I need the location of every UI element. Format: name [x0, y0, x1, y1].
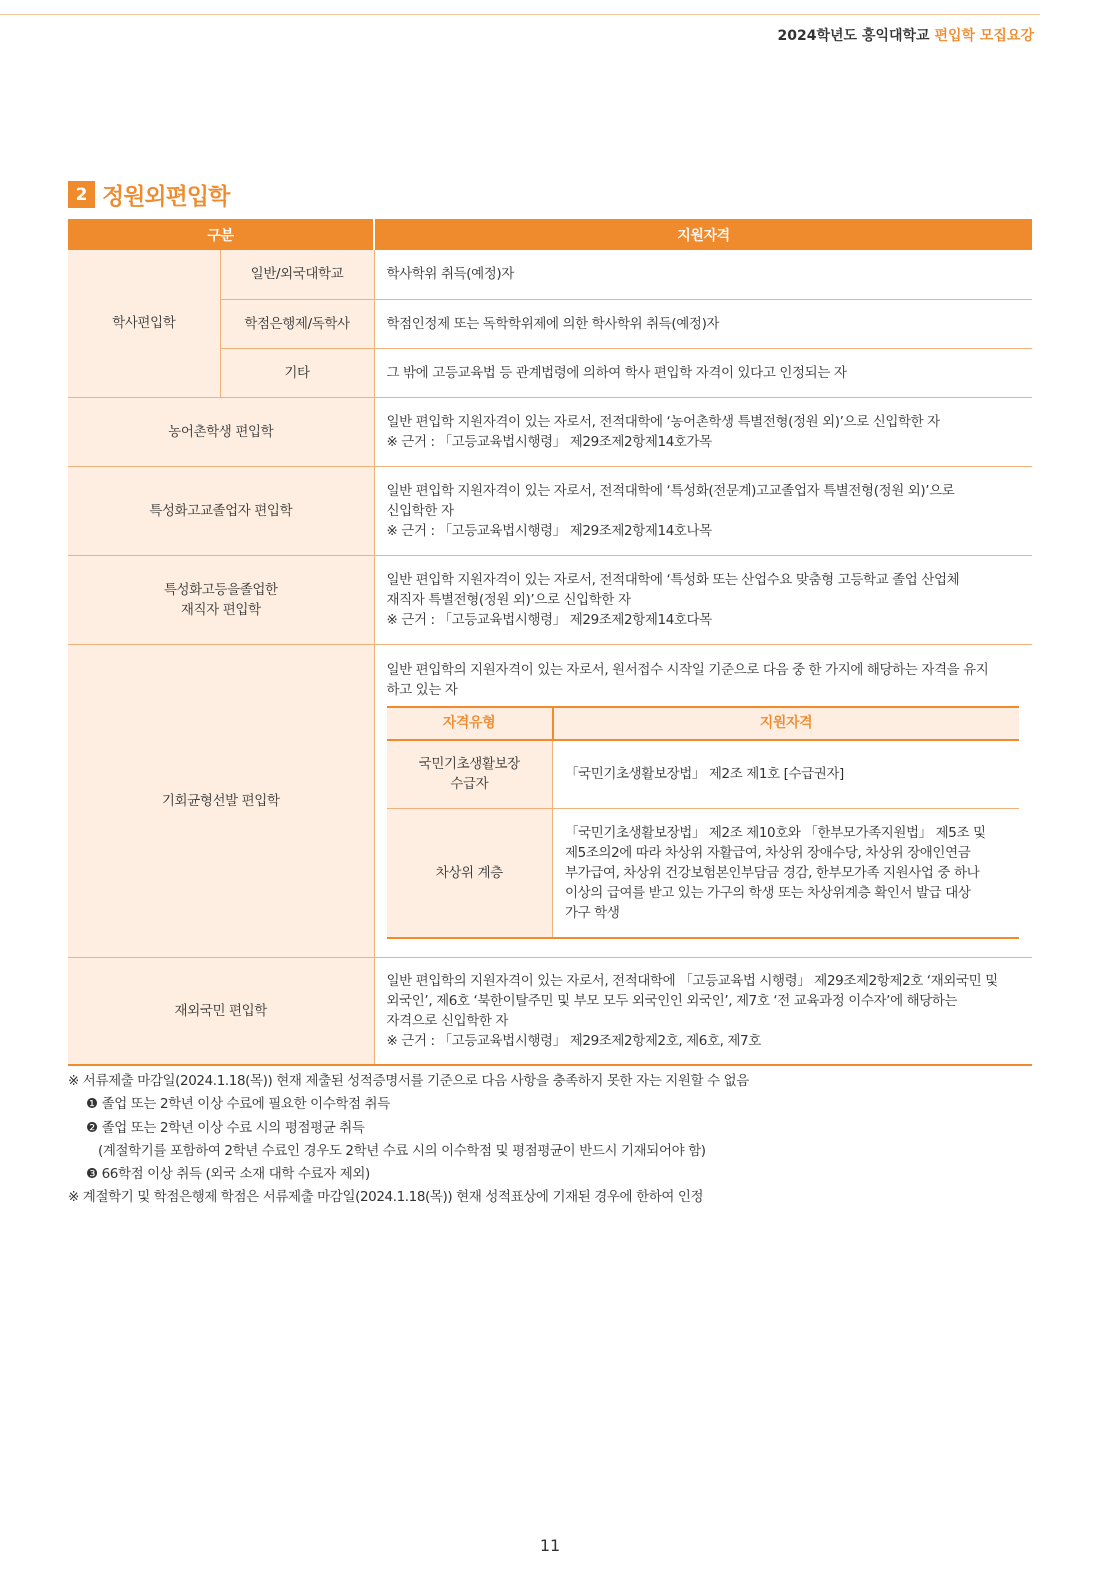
category-line: 특성화고등을졸업한	[163, 581, 278, 598]
equal-opportunity-qualification	[374, 644, 1032, 957]
header-prefix: 2024학년도 홍익대학교	[777, 28, 935, 44]
table-row	[68, 644, 1032, 957]
section-number-badge: 2	[68, 181, 95, 208]
qualification-line: 가구 학생	[565, 904, 620, 921]
qualification-line: 제5조의2에 따라 차상위 자활급여, 차상위 장애수당, 차상위 장애인연금	[565, 844, 971, 861]
nested-header-row	[387, 707, 1019, 740]
nested-qualification-near-poverty	[553, 809, 1019, 938]
table-row	[68, 466, 1032, 555]
note-line: ❶ 졸업 또는 2학년 이상 수료에 필요한 이수학점 취득	[86, 1096, 390, 1113]
bachelor-sub-general: 일반/외국대학교	[220, 250, 374, 299]
qualification-line: 신입학한 자	[386, 502, 454, 519]
qualification-line: 재직자 특별전형(정원 외)’으로 신입학한 자	[386, 591, 631, 608]
equal-opportunity-category: 기회균형선발 편입학	[68, 644, 374, 957]
qualification-line: 「국민기초생활보장법」 제2조 제10호와 「한부모가족지원법」 제5조 및	[565, 824, 986, 841]
qualification-line: 일반 편입학 지원자격이 있는 자로서, 전적대학에 ‘특성화 또는 산업수요 맞춤형 고등학교 졸업 산업체	[386, 571, 960, 588]
qualification-line: 일반 편입학 지원자격이 있는 자로서, 전적대학에 ‘농어촌학생 특별전형(정원 외)’으로 신입학한 자	[386, 413, 940, 430]
running-header	[778, 25, 1034, 45]
table-row	[68, 250, 1032, 299]
table-row	[68, 397, 1032, 466]
qualification-line: 일반 편입학 지원자격이 있는 자로서, 전적대학에 ‘특성화(전문계)고교졸업자 특별전형(정원 외)’으로	[386, 482, 955, 499]
nested-qualification-basic-livelihood: 「국민기초생활보장법」 제2조 제1호 [수급권자]	[553, 740, 1019, 809]
qualification-line: 외국인’, 제6호 ‘북한이탈주민 및 부모 모두 외국인인 외국인’, 제7호 ‘전 교육과정 이수자’에 해당하는	[386, 992, 958, 1009]
table-row	[68, 555, 1032, 644]
notes	[68, 1070, 749, 1210]
bachelor-sub-credit-bank: 학점은행제/독학사	[220, 299, 374, 348]
nested-type-basic-livelihood	[387, 740, 553, 809]
type-line: 국민기초생활보장	[418, 756, 520, 773]
nested-type-near-poverty: 차상위 계층	[387, 809, 553, 938]
overseas-qualification	[374, 957, 1032, 1065]
qualification-line: 부가급여, 차상위 건강보험본인부담금 경감, 한부모가족 지원사업 중 하나	[565, 864, 980, 881]
nested-row	[387, 809, 1019, 938]
bachelor-text-general: 학사학위 취득(예정)자	[374, 250, 1032, 299]
col-header-qualification: 지원자격	[374, 219, 1032, 250]
note-line: ※ 서류제출 마감일(2024.1.18(목)) 현재 제출된 성적증명서를 기준으로 다음 사항을 충족하지 못한 자는 지원할 수 없음	[68, 1073, 749, 1089]
note-line: ※ 계절학기 및 학점은행제 학점은 서류제출 마감일(2024.1.18(목)) 현재 성적표상에 기재된 경우에 한하여 인정	[68, 1189, 704, 1206]
nested-header-qualification: 지원자격	[553, 707, 1019, 740]
qualification-line: 하고 있는 자	[386, 681, 458, 698]
page-number: 11	[539, 1536, 561, 1555]
rural-qualification	[374, 397, 1032, 466]
nested-row	[387, 740, 1019, 809]
top-rule	[0, 14, 1040, 15]
specialized-qualification	[374, 466, 1032, 555]
qualification-table	[68, 219, 1032, 1066]
worker-qualification	[374, 555, 1032, 644]
type-line: 수급자	[450, 776, 489, 793]
qualification-line: 이상의 급여를 받고 있는 가구의 학생 또는 차상위계층 확인서 발급 대상	[565, 884, 971, 901]
col-header-category: 구분	[68, 219, 374, 250]
specialized-category: 특성화고교졸업자 편입학	[68, 466, 374, 555]
bachelor-category: 학사편입학	[68, 250, 220, 397]
section-heading	[68, 178, 229, 211]
header-highlight: 편입학 모집요강	[934, 28, 1034, 44]
category-line: 재직자 편입학	[180, 601, 261, 618]
legal-basis-line: ※ 근거 : 「고등교육법시행령」 제29조제2항제14호가목	[386, 433, 712, 450]
rural-category: 농어촌학생 편입학	[68, 397, 374, 466]
qualification-line: 일반 편입학의 지원자격이 있는 자로서, 원서접수 시작일 기준으로 다음 중 한 가지에 해당하는 자격을 유지	[386, 661, 989, 678]
bachelor-text-other: 그 밖에 고등교육법 등 관계법령에 의하여 학사 편입학 자격이 있다고 인정되는 자	[374, 348, 1032, 397]
worker-category	[68, 555, 374, 644]
table-header-row	[68, 219, 1032, 250]
legal-basis-line: ※ 근거 : 「고등교육법시행령」 제29조제2항제2호, 제6호, 제7호	[386, 1032, 761, 1049]
bachelor-sub-other: 기타	[220, 348, 374, 397]
bachelor-text-credit-bank: 학점인정제 또는 독학학위제에 의한 학사학위 취득(예정)자	[374, 299, 1032, 348]
nested-qualification-table	[387, 706, 1019, 939]
note-line: ❷ 졸업 또는 2학년 이상 수료 시의 평점평균 취득	[86, 1119, 365, 1136]
nested-header-type: 자격유형	[387, 707, 553, 740]
overseas-category: 재외국민 편입학	[68, 957, 374, 1065]
legal-basis-line: ※ 근거 : 「고등교육법시행령」 제29조제2항제14호다목	[386, 611, 712, 628]
note-line: (계절학기를 포함하여 2학년 수료인 경우도 2학년 수료 시의 이수학점 및 평점평균이 반드시 기재되어야 함)	[98, 1142, 706, 1159]
note-line: ❸ 66학점 이상 취득 (외국 소재 대학 수료자 제외)	[86, 1166, 370, 1183]
table-row	[68, 957, 1032, 1065]
section-title: 정원외편입학	[102, 184, 230, 210]
qualification-line: 자격으로 신입학한 자	[386, 1012, 509, 1029]
legal-basis-line: ※ 근거 : 「고등교육법시행령」 제29조제2항제14호나목	[386, 522, 712, 539]
qualification-line: 일반 편입학의 지원자격이 있는 자로서, 전적대학에 「고등교육법 시행령」 제29조제2항제2호 ‘재외국민 및	[386, 972, 998, 989]
